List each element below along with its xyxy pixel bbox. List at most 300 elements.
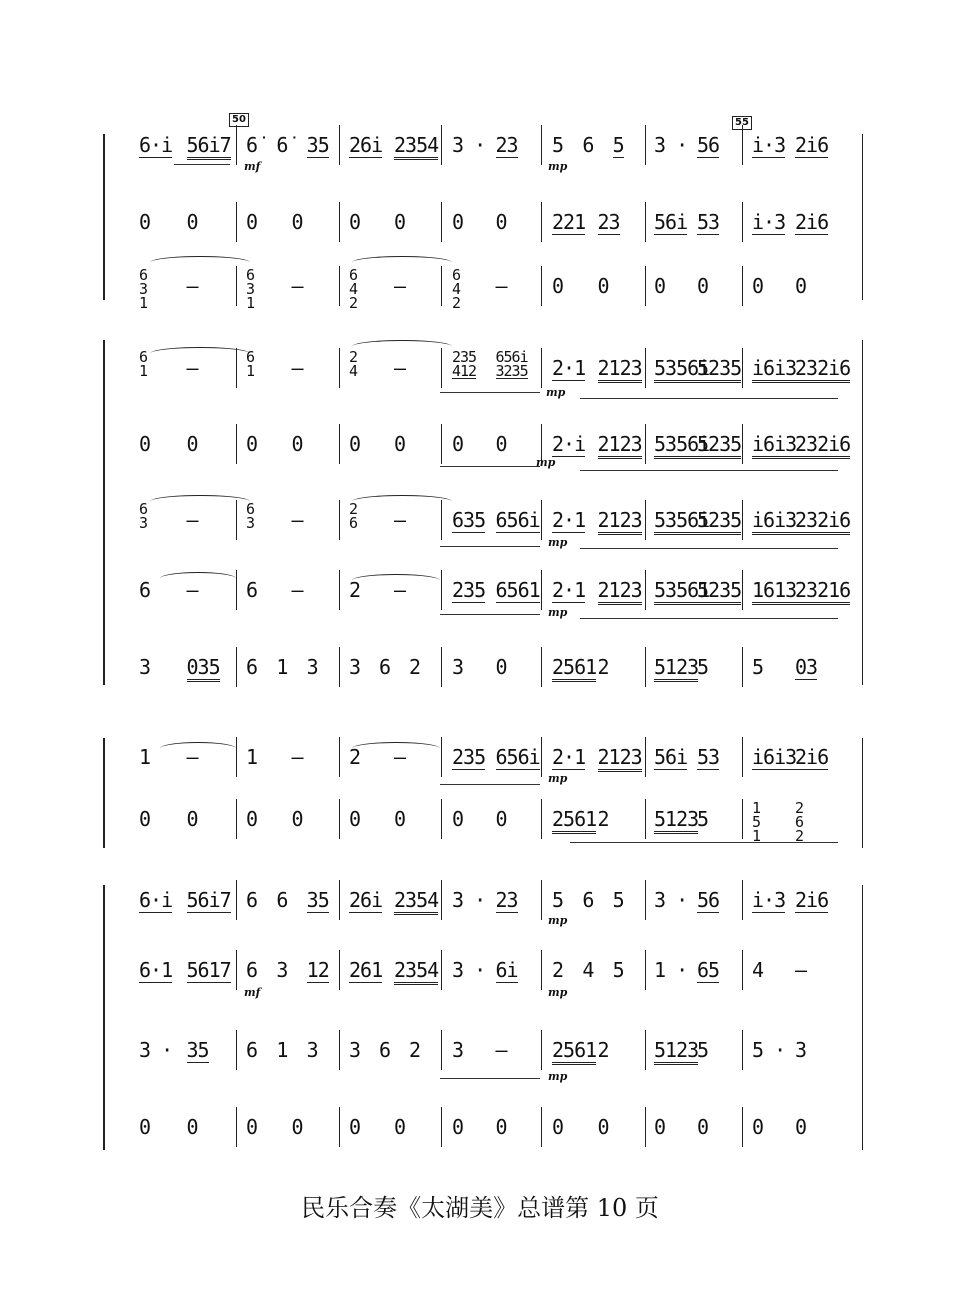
note-group: 1 (276, 655, 288, 679)
note-group: 0 (186, 1115, 198, 1139)
note-group: 6 (246, 888, 258, 912)
score-row-2 (128, 210, 848, 254)
note-group: i̇6i̇3 (752, 356, 796, 383)
note-group: – (394, 745, 406, 769)
note-group: 2354 (394, 888, 438, 915)
rehearsal-mark-55: 55 (732, 116, 752, 130)
barline (339, 570, 340, 610)
note-group: 6 (246, 578, 258, 602)
note-group: 6·1 (139, 958, 173, 982)
barline (742, 799, 743, 839)
note-group: 0 (394, 807, 406, 831)
barline (441, 266, 442, 306)
note-group: 0 (349, 1115, 361, 1139)
note-group: i̇6i̇3 (752, 432, 796, 459)
extension-line (580, 548, 838, 549)
barline (645, 500, 646, 540)
note-group: 56i̇7 (187, 133, 231, 160)
dynamic-marking: mp (548, 986, 568, 999)
note-group: 5235 (697, 356, 741, 383)
note-group: 2 6 2 (795, 799, 804, 845)
note-group: 1613 (752, 578, 796, 605)
barline (742, 266, 743, 306)
note-group: 3 · (452, 888, 486, 912)
barline (236, 1107, 237, 1147)
score-row-12 (128, 958, 848, 1002)
system-right-edge (862, 885, 863, 1150)
barline (339, 424, 340, 464)
tie-slur (150, 256, 250, 269)
note-group: 0 (654, 1115, 666, 1139)
barline (645, 424, 646, 464)
note-group: 5 (752, 655, 764, 679)
system-right-edge (862, 738, 863, 848)
note-group: 1 (139, 745, 151, 769)
barline (441, 647, 442, 687)
note-group: 53561 (654, 578, 709, 605)
tie-slur (150, 347, 250, 360)
note-group: – (291, 578, 303, 602)
barline (645, 647, 646, 687)
note-group: 3 (306, 655, 318, 679)
note-group: 5617 (186, 958, 231, 982)
extension-line (580, 398, 838, 399)
note-group: 5 (697, 807, 709, 831)
note-group: 6̇ (276, 133, 288, 157)
note-group: 656i̇ (495, 745, 540, 769)
note-group: 6 3 1 (246, 266, 255, 312)
note-group: 0 (597, 1115, 609, 1139)
barline (339, 125, 340, 165)
note-group: – (291, 745, 303, 769)
barline (339, 500, 340, 540)
barline (236, 266, 237, 306)
barline (645, 737, 646, 777)
note-group: 3 (306, 1038, 318, 1062)
note-group: 5 (552, 888, 564, 912)
note-group: 23 (495, 888, 518, 912)
note-group: 2·1 (552, 745, 586, 769)
note-group: 0 (139, 1115, 151, 1139)
note-group: i̇·3 (752, 210, 786, 234)
barline (339, 1030, 340, 1070)
note-group: 2 4 (349, 348, 358, 380)
note-group: 6 (582, 133, 594, 157)
score-row-9 (128, 745, 848, 789)
note-group: 656i̇ (495, 508, 540, 532)
note-group: – (291, 356, 303, 380)
barline (236, 424, 237, 464)
note-group: 1 5 1 (752, 799, 761, 845)
score-row-13 (128, 1038, 848, 1082)
barline (236, 647, 237, 687)
note-group: 656i̇ 3235 (495, 348, 528, 380)
dynamic-marking: mp (548, 772, 568, 785)
barline (742, 1107, 743, 1147)
barline (339, 202, 340, 242)
extension-line (580, 618, 838, 619)
barline (742, 950, 743, 990)
note-group: 0 (697, 1115, 709, 1139)
note-group: 2354 (394, 958, 438, 985)
dynamic-marking: mp (546, 386, 566, 399)
note-group: 221 (552, 210, 586, 234)
note-group: 2561 (552, 655, 596, 682)
barline (645, 1030, 646, 1070)
note-group: i̇6i̇3 (752, 745, 797, 769)
note-group: 0 (246, 807, 258, 831)
barline (236, 570, 237, 610)
note-group: 0 (452, 807, 464, 831)
note-group: 2 (597, 1038, 609, 1062)
barline (541, 737, 542, 777)
note-group: 0 (291, 432, 303, 456)
barline (236, 1030, 237, 1070)
extension-line (174, 164, 230, 165)
extension-line (440, 392, 540, 393)
score-row-4 (128, 348, 851, 400)
barline (541, 880, 542, 920)
note-group: – (186, 745, 198, 769)
note-group: 56 (697, 888, 720, 912)
tie-slur (352, 495, 452, 508)
note-group: – (186, 508, 198, 532)
note-group: 65 (697, 958, 720, 982)
barline (541, 202, 542, 242)
note-group: 6̇ (246, 133, 258, 157)
note-group: i̇·3 (752, 133, 786, 157)
note-group: 2123 (598, 356, 642, 383)
extension-line (440, 466, 540, 467)
note-group: 2 (552, 958, 564, 982)
note-group: – (186, 578, 198, 602)
dynamic-marking: mp (548, 606, 568, 619)
note-group: 2561 (552, 807, 596, 834)
note-group: 3 (349, 1038, 361, 1062)
barline (645, 125, 646, 165)
note-group: 0 (654, 274, 666, 298)
tie-slur (160, 572, 236, 585)
note-group: 56 (697, 133, 720, 157)
note-group: 5356i̇ (654, 508, 709, 535)
extension-line (440, 784, 540, 785)
barline (541, 799, 542, 839)
note-group: 56i̇ (654, 210, 688, 234)
note-group: 2 (409, 1038, 421, 1062)
note-group: 2123 (598, 745, 642, 772)
note-group: – (186, 356, 198, 380)
note-group: 03 (795, 655, 818, 679)
note-group: 0 (597, 274, 609, 298)
barline (541, 500, 542, 540)
note-group: 5 (612, 133, 624, 157)
note-group: 3 · (139, 1038, 173, 1062)
note-group: 0 (495, 432, 507, 456)
system-bracket (103, 340, 105, 685)
note-group: 6 3 (139, 500, 148, 532)
barline (441, 1030, 442, 1070)
note-group: 0 (552, 274, 564, 298)
note-group: 2123 (598, 432, 642, 459)
note-group: 0 (186, 432, 198, 456)
note-group: 3 (276, 958, 288, 982)
note-group: 235 412 (452, 348, 477, 380)
tie-slur (352, 340, 452, 353)
note-group: 5 (697, 655, 709, 679)
note-group: 3 · (452, 958, 486, 982)
note-group: 6 (139, 578, 151, 602)
barline (236, 737, 237, 777)
extension-line (440, 614, 540, 615)
dynamic-marking: mf (244, 986, 261, 999)
note-group: 23 (597, 210, 620, 234)
note-group: 6 3 (246, 500, 255, 532)
note-group: 0 (752, 1115, 764, 1139)
note-group: 0 (394, 1115, 406, 1139)
note-group: 2·1 (552, 508, 586, 532)
note-group: 2 (409, 655, 421, 679)
note-group: 5 · (752, 1038, 786, 1062)
extension-line (570, 842, 838, 843)
barline (441, 570, 442, 610)
note-group: 232i̇6 (795, 356, 850, 383)
system-right-edge (862, 340, 863, 685)
note-group: 4 (582, 958, 594, 982)
extension-line (440, 1078, 540, 1079)
note-group: 6 1 (139, 348, 148, 380)
tie-slur (160, 742, 236, 755)
note-group: 35 (306, 133, 329, 157)
barline (339, 266, 340, 306)
note-group: 6 (246, 655, 258, 679)
note-group: 0 (139, 807, 151, 831)
note-group: – (394, 578, 406, 602)
note-group: 3 (795, 1038, 807, 1062)
note-group: 0 (186, 210, 198, 234)
barline (441, 737, 442, 777)
note-group: 3 (139, 655, 151, 679)
note-group: 53 (697, 210, 720, 234)
note-group: 5 (552, 133, 564, 157)
page-caption: 民乐合奏《太湖美》总谱第 10 页 (301, 1194, 659, 1222)
note-group: 23 (495, 133, 518, 157)
note-group: 5 (697, 1038, 709, 1062)
note-group: 6 (582, 888, 594, 912)
system-bracket (103, 885, 105, 1150)
barline (742, 202, 743, 242)
barline (645, 570, 646, 610)
note-group: 6·i̇ (139, 888, 173, 912)
note-group: 0 (349, 210, 361, 234)
note-group: i̇6i̇3 (752, 508, 796, 535)
note-group: 0 (452, 1115, 464, 1139)
note-group: 6·i̇ (139, 133, 173, 157)
note-group: 0 (349, 807, 361, 831)
barline (645, 880, 646, 920)
system-right-edge (862, 134, 863, 300)
barline (645, 950, 646, 990)
note-group: 2561 (552, 1038, 596, 1065)
note-group: 0 (291, 807, 303, 831)
note-group: 5123 (654, 807, 698, 834)
note-group: 2354 (394, 133, 438, 160)
note-group: – (795, 958, 807, 982)
barline (441, 950, 442, 990)
note-group: 635 (452, 508, 486, 532)
note-group: 2·1 (552, 578, 586, 602)
note-group: 0 (495, 210, 507, 234)
note-group: 0 (246, 210, 258, 234)
note-group: – (394, 356, 406, 380)
note-group: 0 (394, 432, 406, 456)
note-group: 2 (349, 578, 361, 602)
barline (441, 424, 442, 464)
note-group: 26i̇ (349, 133, 383, 157)
note-group: – (291, 508, 303, 532)
note-group: 5123 (654, 655, 698, 682)
note-group: – (495, 1038, 507, 1062)
note-group: 6 (379, 655, 391, 679)
barline (742, 125, 743, 165)
note-group: 6 (246, 958, 258, 982)
score-row-8 (128, 655, 848, 699)
barline (339, 348, 340, 388)
note-group: 5235 (697, 432, 741, 459)
barline (339, 950, 340, 990)
note-group: 0 (246, 432, 258, 456)
score-row-1 (128, 133, 848, 177)
note-group: 0 (495, 1115, 507, 1139)
note-group: 35 (306, 888, 329, 912)
note-group: 56i̇7 (186, 888, 231, 912)
note-group: 6 (379, 1038, 391, 1062)
note-group: i̇·3 (752, 888, 786, 912)
note-group: 6 3 1 (139, 266, 148, 312)
barline (236, 799, 237, 839)
note-group: 12 (306, 958, 329, 982)
score-row-10 (128, 799, 848, 851)
note-group: – (291, 274, 303, 298)
score-row-7 (128, 578, 851, 622)
barline (645, 1107, 646, 1147)
score-row-11 (128, 888, 848, 932)
barline (742, 1030, 743, 1070)
note-group: 0 (795, 274, 807, 298)
note-group: 0 (291, 1115, 303, 1139)
note-group: 6 (276, 888, 288, 912)
note-group: 232i̇6 (795, 508, 850, 535)
score-row-14 (128, 1115, 848, 1159)
tie-slur (150, 495, 250, 508)
note-group: 0 (795, 1115, 807, 1139)
barline (236, 202, 237, 242)
note-group: 2i̇6 (795, 133, 829, 157)
note-group: 2 6 (349, 500, 358, 532)
note-group: 2123 (598, 578, 642, 605)
barline (339, 880, 340, 920)
note-group: 0 (186, 807, 198, 831)
note-group: 5 (612, 888, 624, 912)
barline (441, 1107, 442, 1147)
note-group: 2i̇6 (795, 745, 829, 769)
note-group: 3 · (452, 133, 486, 157)
note-group: 0 (139, 210, 151, 234)
note-group: 2123 (598, 508, 642, 535)
note-group: 4 (752, 958, 764, 982)
note-group: 6 (246, 1038, 258, 1062)
barline (236, 880, 237, 920)
note-group: 5 (612, 958, 624, 982)
extension-line (580, 470, 838, 471)
dynamic-marking: mp (548, 1070, 568, 1083)
barline (441, 125, 442, 165)
barline (645, 799, 646, 839)
note-group: 2·1 (552, 356, 586, 380)
note-group: 3 (452, 1038, 464, 1062)
note-group: 5356i̇ (654, 356, 709, 383)
barline (742, 737, 743, 777)
barline (441, 202, 442, 242)
barline (645, 348, 646, 388)
note-group: 235 (452, 745, 486, 769)
barline (742, 570, 743, 610)
note-group: 0 (394, 210, 406, 234)
note-group: – (495, 274, 507, 298)
note-group: 3 (349, 655, 361, 679)
barline (541, 950, 542, 990)
barline (441, 348, 442, 388)
barline (339, 737, 340, 777)
barline (742, 424, 743, 464)
note-group: 0 (291, 210, 303, 234)
note-group: 0 (552, 1115, 564, 1139)
barline (236, 950, 237, 990)
note-group: 26i̇ (349, 888, 383, 912)
score-row-3 (128, 266, 848, 318)
dynamic-marking: mp (536, 456, 556, 469)
tie-slur (352, 742, 440, 755)
note-group: 5235 (697, 578, 741, 605)
barline (236, 125, 237, 165)
barline (742, 500, 743, 540)
dynamic-marking: mp (548, 160, 568, 173)
note-group: 56i̇ (654, 745, 688, 769)
barline (742, 880, 743, 920)
note-group: – (394, 274, 406, 298)
note-group: 0 (349, 432, 361, 456)
barline (541, 266, 542, 306)
note-group: 0 (452, 210, 464, 234)
rehearsal-mark-50: 50 (229, 113, 249, 127)
system-bracket (103, 134, 105, 300)
note-group: 1 (246, 745, 258, 769)
note-group: 3 (452, 655, 464, 679)
note-group: 2i̇6 (795, 210, 829, 234)
barline (541, 1030, 542, 1070)
note-group: 5235 (697, 508, 741, 535)
note-group: 5123 (654, 1038, 698, 1065)
note-group: 6 1 (246, 348, 255, 380)
note-group: 035 (187, 655, 220, 682)
note-group: 3 · (654, 888, 688, 912)
note-group: 1 (276, 1038, 288, 1062)
note-group: 2 (597, 807, 609, 831)
note-group: 261 (349, 958, 383, 982)
note-group: 6i̇ (495, 958, 518, 982)
note-group: 2i̇6 (795, 888, 829, 912)
extension-line (440, 546, 540, 547)
barline (742, 647, 743, 687)
